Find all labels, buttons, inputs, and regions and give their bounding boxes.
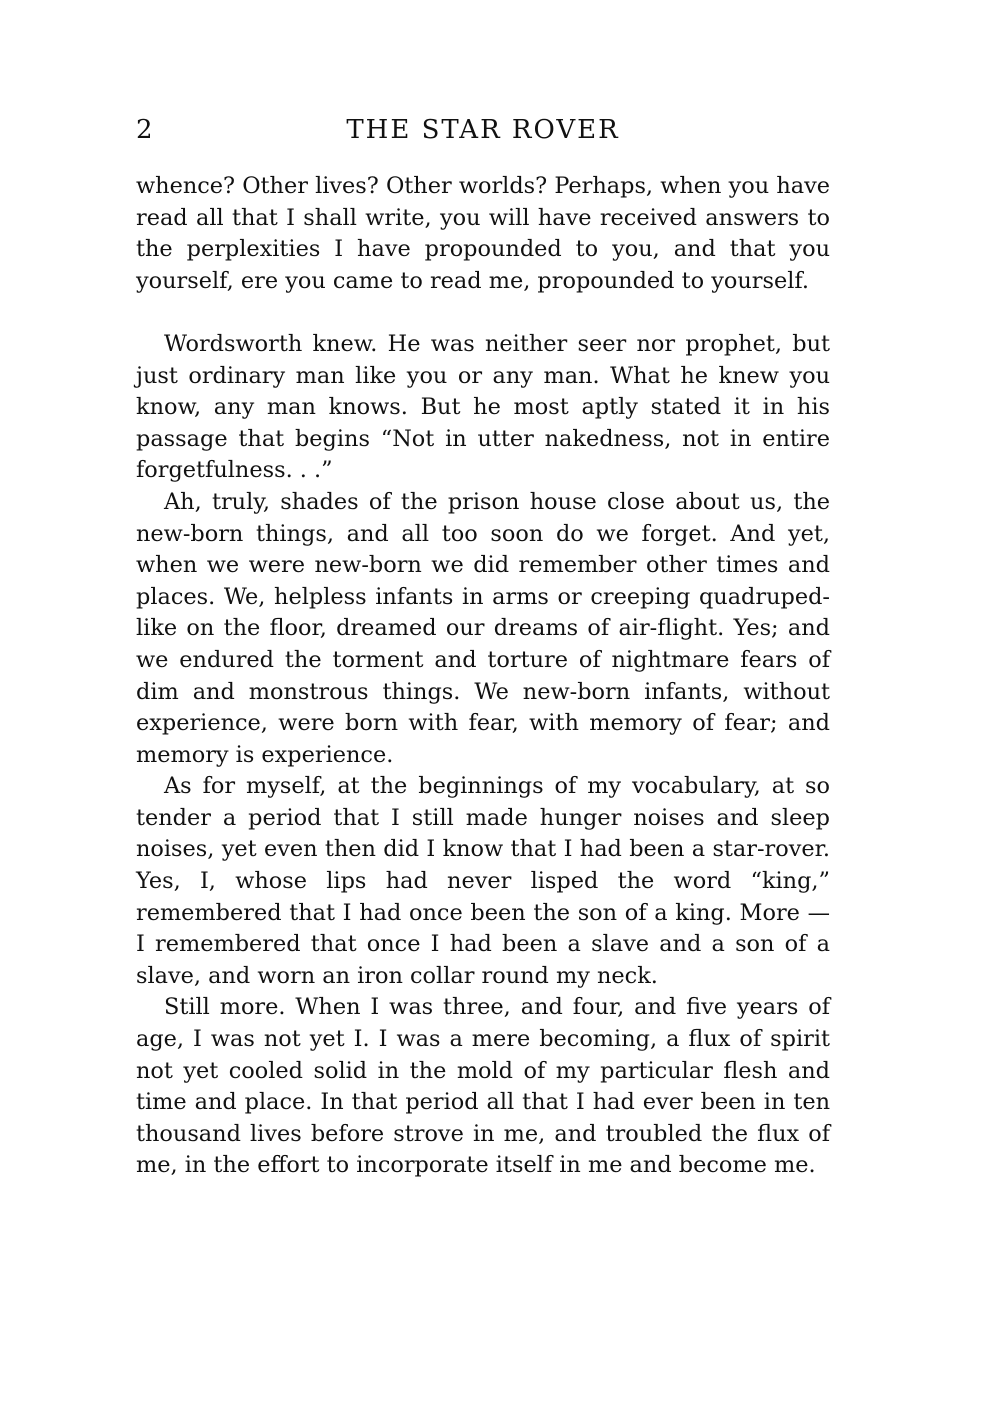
paragraph-still-more: Still more. When I was three, and four, and five years of age, I was not yet I. I was a mere becoming, a flux of spirit not yet cooled solid in the mold of my particular flesh and time and place. In that period all that I had ever been in ten thousand lives before strove in me, and troubled the flux of me, in the effort to incorporate itself in me and become me. <box>136 994 830 1179</box>
paragraph-vocabulary: As for myself, at the beginnings of my vocabulary, at so tender a period that I still made hunger noises and sleep noises, yet even then did I know that I had been a star-rover. Yes, I, whose lips had never lisped the word “king,” remembered that I had once been the son of a king. More — I remembered that once I had been a slave and a son of a slave, and worn an iron collar round my neck. <box>136 773 830 989</box>
paragraph-wordsworth: Wordsworth knew. He was neither seer nor prophet, but just ordinary man like you or any man. What he knew you know, any man knows. But he most aptly stated it in his passage that begins “Not in utter nakedness, not in entire forgetfulness. . .” <box>136 330 830 484</box>
section-break <box>136 297 830 329</box>
running-head <box>136 110 830 150</box>
paragraph-prison-house: Ah, truly, shades of the prison house close about us, the new-born things, and all too soon do we forget. And yet, when we were new-born we did remember other times and places. We, helpless infants in arms or creeping quadruped-like on the floor, dreamed our dreams of air-flight. Yes; and we endured the torment and torture of nightmare fears of dim and monstrous things. We new-born infants, without experience, were born with fear, with memory of fear; and memory is experience. <box>136 488 830 768</box>
running-title: THE STAR ROVER <box>346 115 620 145</box>
body-text <box>136 171 830 1182</box>
paragraph-continued: whence? Other lives? Other worlds? Perhaps, when you have read all that I shall write, you will have received answers to the perplexities I have propounded to you, and that you yourself, ere you came to read me, propounded to yourself. <box>136 173 830 294</box>
page-number: 2 <box>136 115 153 145</box>
